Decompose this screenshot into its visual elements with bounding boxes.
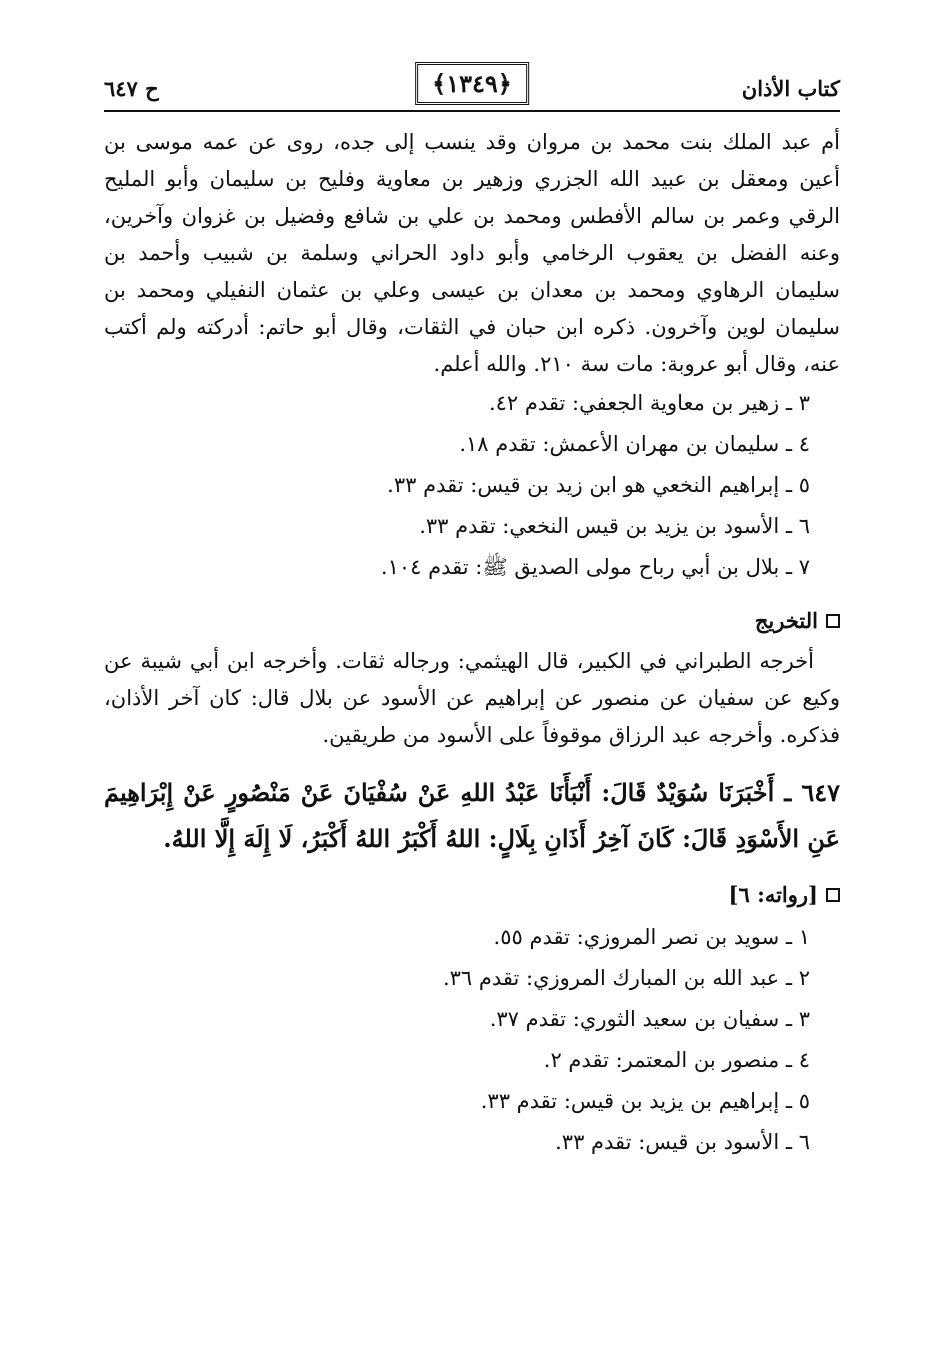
previous-narrators-list [104,383,840,588]
narrator-item: ٧ ـ بلال بن أبي رباح مولى الصديق ﷺ: تقدم ١٠٤. [380,555,810,579]
biography-paragraph: أم عبد الملك بنت محمد بن مروان وقد ينسب إلى جده، روى عن عمه موسى بن أعين ومعقل بن عبيد الله الجزري وزهير بن معاوية وفليح بن سليمان وأبو المليح الرقي وعمر بن سالم الأفطس ومحمد بن علي بن شافع وفضيل بن غزوان وآخرين، وعنه الفضل بن يعقوب الرخامي وأبو داود الحراني وسلمة بن شبيب وأحمد بن سليمان الرهاوي ومحمد بن معدان بن عيسى وعلي بن عثمان النفيلي ومحمد بن سليمان لوين وآخرون. ذكره ابن حبان في الثقات، وقال أبو حاتم: أدركته ولم أكتب عنه، وقال أبو عروبة: مات سة ٢١٠. والله أعلم. [104,130,840,376]
narrator-item: ٥ ـ إبراهيم بن يزيد بن قيس: تقدم ٣٣. [480,1089,810,1113]
takhrij-heading [104,602,840,639]
narrator-item: ١ ـ سويد بن نصر المروزي: تقدم ٥٥. [493,925,810,949]
takhrij-heading-label: التخريج [754,608,818,633]
book-title: كتاب الأذان [741,76,840,101]
narrator-item: ٣ ـ سفيان بن سعيد الثوري: تقدم ٣٧. [489,1007,810,1031]
narrator-item: ٣ ـ زهير بن معاوية الجعفي: تقدم ٤٢. [488,391,810,415]
narrator-item: ٤ ـ سليمان بن مهران الأعمش: تقدم ١٨. [459,432,810,456]
narrator-item: ٦ ـ الأسود بن قيس: تقدم ٣٣. [555,1130,810,1154]
hadith-number: ٦٤٧ [801,778,840,807]
ruwatuh-heading [104,876,840,913]
square-bullet-icon [826,888,840,902]
narrator-item: ٤ ـ منصور بن المعتمر: تقدم ٢. [543,1048,810,1072]
page-number: ﴿١٣٤٩﴾ [415,62,529,105]
ruwatuh-list [104,917,840,1163]
hadith-reference: ح ٦٤٧ [104,76,159,101]
hadith-text [104,770,840,862]
ruwatuh-heading-label: [رواته: ٦] [728,882,818,907]
page-content [104,124,840,1163]
narrator-item: ٦ ـ الأسود بن يزيد بن قيس النخعي: تقدم ٣٣. [419,514,810,538]
narrator-item: ٥ ـ إبراهيم النخعي هو ابن زيد بن قيس: تقدم ٣٣. [387,473,810,497]
takhrij-paragraph: أخرجه الطبراني في الكبير، قال الهيثمي: ورجاله ثقات. وأخرجه ابن أبي شيبة عن وكيع عن سفيان عن منصور عن إبراهيم عن الأسود عن بلال قال: كان آخر الأذان، فذكره. وأخرجه عبد الرزاق موقوفاً على الأسود من طريقين. [104,649,840,747]
narrator-item: ٢ ـ عبد الله بن المبارك المروزي: تقدم ٣٦. [442,966,810,990]
header-divider [104,110,840,112]
page-header [104,62,840,108]
hadith-body: ـ أَخْبَرَنَا سُوَيْدٌ قَالَ: أَنْبَأَنَا عَبْدُ اللهِ عَنْ سُفْيَانَ عَنْ مَنْصُورٍ عَنْ إِبْرَاهِيمَ عَنِ الأَسْوَدِ قَالَ: كَانَ آخِرُ أَذَانِ بِلَالٍ: اللهُ أَكْبَرُ اللهُ أَكْبَرُ، لَا إِلَهَ إِلَّا اللهُ. [104,778,840,853]
square-bullet-icon [826,614,840,628]
